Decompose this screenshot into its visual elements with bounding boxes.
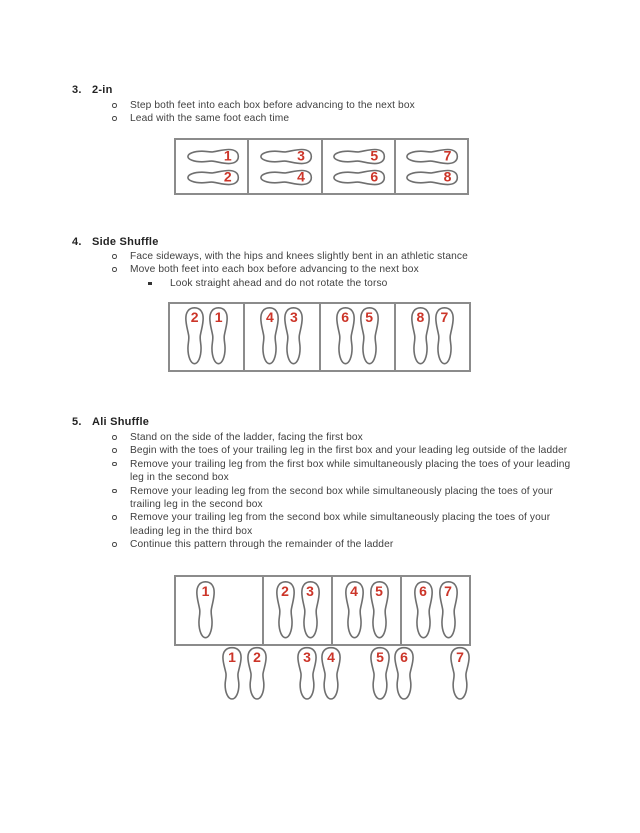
- section-number: 4.: [72, 236, 82, 248]
- step-number: 2: [253, 649, 261, 665]
- bullet-item: [112, 444, 586, 457]
- circle-bullet-icon: [112, 485, 130, 494]
- step-number: 3: [289, 309, 298, 325]
- ladder-box: [396, 304, 469, 370]
- footprint-icon: [283, 306, 304, 368]
- footprint-icon: [434, 306, 455, 368]
- ladder-box: [170, 304, 245, 370]
- footprint-icon: [330, 148, 386, 165]
- step-number: 4: [350, 582, 358, 599]
- section-heading-ali-shuffle: [72, 416, 149, 428]
- step-number: 5: [365, 309, 374, 325]
- step-number: 1: [214, 309, 223, 325]
- agility-ladder-diagram-2in: [174, 138, 469, 195]
- footprint-icon: [208, 306, 229, 368]
- step-number: 6: [400, 649, 408, 665]
- section-title: Side Shuffle: [92, 236, 159, 248]
- circle-bullet-icon: [112, 112, 130, 121]
- bullet-text: Step both feet into each box before advancing to the next box: [130, 100, 415, 111]
- bullet-item: [112, 431, 586, 444]
- agility-ladder-diagram-side-shuffle: [168, 302, 471, 372]
- section-heading-side-shuffle: [72, 236, 159, 248]
- step-number: 8: [416, 309, 425, 325]
- ladder-box: [323, 140, 396, 193]
- step-number: 4: [327, 649, 335, 665]
- ladder-box: [264, 577, 333, 644]
- bullet-item: [112, 458, 586, 485]
- circle-bullet-icon: [112, 250, 130, 259]
- bullet-list-2in: [112, 99, 586, 126]
- footprint-icon: [257, 169, 313, 186]
- step-number: 7: [444, 582, 452, 599]
- bullet-item: [112, 485, 586, 512]
- footprint-icon: [300, 580, 321, 642]
- step-number: 8: [443, 168, 452, 185]
- step-number: 5: [370, 147, 379, 164]
- section-title: 2-in: [92, 84, 113, 96]
- step-number: 2: [190, 309, 199, 325]
- bullet-text: Remove your trailing leg from the first box while simultaneously placing the toes of your leading leg in the second box: [130, 458, 571, 484]
- step-number: 3: [306, 582, 314, 599]
- sub-bullet-item: [112, 277, 626, 290]
- step-number: 1: [201, 582, 210, 599]
- agility-ladder-diagram-ali-shuffle: [174, 575, 471, 707]
- step-number: 7: [443, 147, 452, 164]
- bullet-text: Move both feet into each box before advancing to the next box: [130, 264, 419, 276]
- ladder-box: [245, 304, 320, 370]
- bullet-item: [112, 263, 626, 276]
- footprint-icon: [257, 148, 313, 165]
- ladder-box: [249, 140, 322, 193]
- step-number: 1: [228, 649, 236, 665]
- footprint-icon: [335, 306, 356, 368]
- bullet-text: Remove your leading leg from the second box while simultaneously placing the toes of your trailing leg in the second box: [130, 485, 553, 511]
- footprint-icon: [330, 169, 386, 186]
- footprint-icon: [195, 580, 216, 642]
- circle-bullet-icon: [112, 263, 130, 272]
- circle-bullet-icon: [112, 99, 130, 108]
- bullet-item: [112, 99, 586, 112]
- section-heading-2in: [72, 84, 113, 96]
- step-number: 2: [223, 168, 232, 185]
- footprint-icon: [438, 580, 459, 642]
- footprint-icon: [259, 306, 280, 368]
- footprint-icon: [184, 306, 205, 368]
- footprint-icon: [275, 580, 296, 642]
- step-number: 6: [341, 309, 350, 325]
- bullet-item: [112, 250, 626, 263]
- step-number: 1: [223, 147, 232, 164]
- footprint-icon: [296, 646, 318, 703]
- footprint-icon: [369, 580, 390, 642]
- step-number: 7: [440, 309, 449, 325]
- bullet-text: Face sideways, with the hips and knees slightly bent in an athletic stance: [130, 251, 468, 262]
- ladder-box: [333, 577, 402, 644]
- footprint-icon: [403, 169, 459, 186]
- bullet-text: Continue this pattern through the remainder of the ladder: [130, 539, 394, 551]
- ladder-box: [402, 577, 469, 644]
- footprint-icon: [449, 646, 471, 703]
- bullet-list-side-shuffle: [112, 250, 626, 290]
- step-number: 6: [419, 582, 427, 599]
- ladder-box: [396, 140, 467, 193]
- circle-bullet-icon: [112, 431, 130, 440]
- step-number: 2: [281, 582, 289, 599]
- step-number: 5: [376, 649, 384, 665]
- footprint-icon: [403, 148, 459, 165]
- section-number: 3.: [72, 84, 82, 96]
- ladder-box: [176, 577, 264, 644]
- footprint-icon: [184, 169, 240, 186]
- circle-bullet-icon: [112, 511, 130, 520]
- bullet-item: [112, 538, 586, 551]
- ladder-box: [176, 140, 249, 193]
- step-number: 3: [297, 147, 305, 164]
- footprint-icon: [320, 646, 342, 703]
- step-number: 7: [456, 649, 464, 665]
- step-number: 4: [297, 168, 305, 185]
- step-number: 3: [303, 649, 311, 665]
- circle-bullet-icon: [112, 458, 130, 467]
- bullet-list-ali-shuffle: [112, 431, 586, 552]
- bullet-item: [112, 112, 586, 125]
- bullet-item: [112, 511, 586, 538]
- bullet-text: Remove your trailing leg from the second box while simultaneously placing the toes of your leading leg in the third box: [130, 512, 551, 537]
- section-number: 5.: [72, 416, 82, 428]
- step-number: 5: [375, 582, 383, 599]
- circle-bullet-icon: [112, 538, 130, 547]
- footprint-icon: [393, 646, 415, 703]
- footprint-icon: [359, 306, 380, 368]
- square-bullet-icon: [148, 277, 170, 286]
- footprint-icon: [344, 580, 365, 642]
- step-number: 6: [370, 168, 379, 185]
- footprint-icon: [184, 148, 240, 165]
- bullet-text: Lead with the same foot each time: [130, 113, 290, 125]
- step-number: 4: [265, 309, 274, 325]
- section-title: Ali Shuffle: [92, 416, 150, 428]
- footprint-icon: [246, 646, 268, 703]
- bullet-text: Look straight ahead and do not rotate the torso: [170, 277, 388, 289]
- footprint-icon: [410, 306, 431, 368]
- footprint-icon: [413, 580, 434, 642]
- bullet-text: Stand on the side of the ladder, facing the first box: [130, 432, 363, 443]
- bullet-text: Begin with the toes of your trailing leg in the first box and your leading leg outside of the ladder: [130, 445, 568, 457]
- footprint-icon: [369, 646, 391, 703]
- footprint-icon: [221, 646, 243, 703]
- ladder-box: [321, 304, 396, 370]
- circle-bullet-icon: [112, 444, 130, 453]
- ladder-row: [174, 575, 471, 646]
